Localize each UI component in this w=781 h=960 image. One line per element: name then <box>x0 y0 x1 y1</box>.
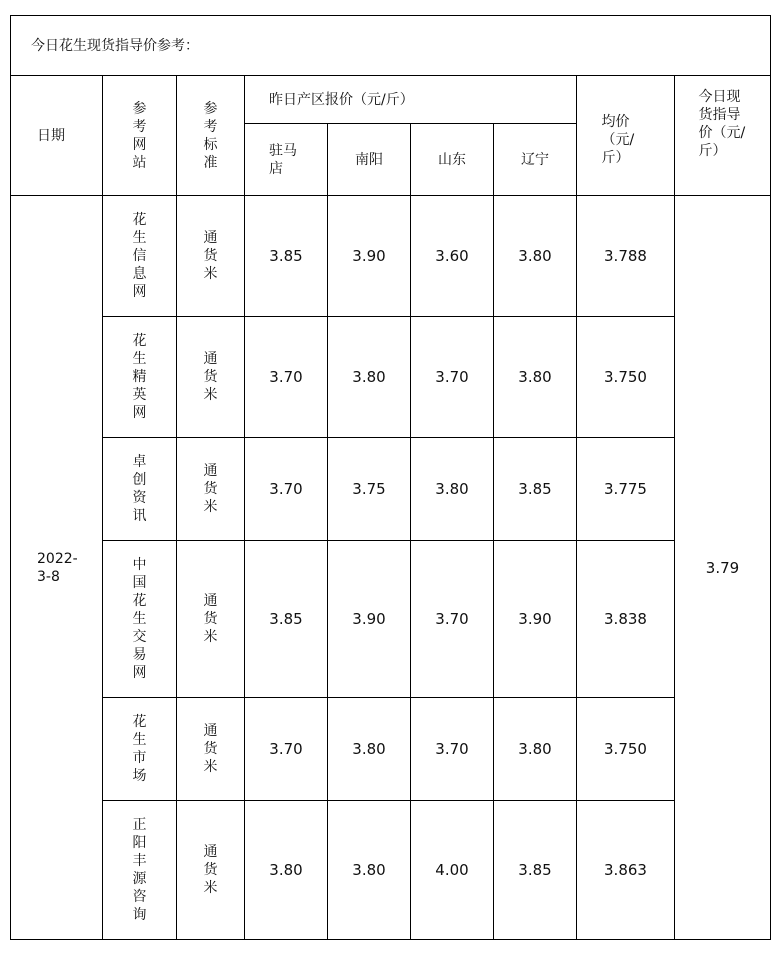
table-row <box>11 698 771 801</box>
table-row <box>11 801 771 940</box>
price-cell: 3.70 <box>245 438 328 541</box>
price-cell: 3.80 <box>245 801 328 940</box>
date-cell: 2022-3-8 <box>11 196 103 940</box>
header-standard: 参考标准 <box>177 76 245 196</box>
average-cell: 3.750 <box>577 698 675 801</box>
price-cell: 3.85 <box>245 196 328 317</box>
standard-cell: 通货米 <box>177 698 245 801</box>
average-cell: 3.750 <box>577 317 675 438</box>
price-cell: 3.70 <box>245 698 328 801</box>
price-cell: 4.00 <box>411 801 494 940</box>
price-cell: 3.75 <box>328 438 411 541</box>
average-cell: 3.838 <box>577 541 675 698</box>
site-cell: 正阳丰源咨询 <box>103 801 177 940</box>
header-site: 参考网站 <box>103 76 177 196</box>
header-region-nanyang: 南阳 <box>328 124 411 196</box>
header-date: 日期 <box>11 76 103 196</box>
header-index: 今日现货指导价（元/斤） <box>675 76 771 196</box>
price-cell: 3.70 <box>411 317 494 438</box>
table-title: 今日花生现货指导价参考： <box>11 16 771 76</box>
site-cell: 花生信息网 <box>103 196 177 317</box>
site-cell: 中国花生交易网 <box>103 541 177 698</box>
price-cell: 3.80 <box>328 698 411 801</box>
header-region-group: 昨日产区报价（元/斤） <box>245 76 577 124</box>
standard-cell: 通货米 <box>177 438 245 541</box>
index-price-cell: 3.79 <box>675 196 771 940</box>
standard-cell: 通货米 <box>177 317 245 438</box>
header-region-zhumadian: 驻马店 <box>245 124 328 196</box>
price-cell: 3.70 <box>245 317 328 438</box>
header-region-liaoning: 辽宁 <box>494 124 577 196</box>
price-cell: 3.70 <box>411 698 494 801</box>
header-average: 均价（元/斤） <box>577 76 675 196</box>
site-cell: 花生市场 <box>103 698 177 801</box>
average-cell: 3.863 <box>577 801 675 940</box>
price-cell: 3.90 <box>328 196 411 317</box>
peanut-price-table <box>10 15 771 940</box>
table-row <box>11 541 771 698</box>
price-cell: 3.85 <box>494 438 577 541</box>
price-cell: 3.60 <box>411 196 494 317</box>
price-cell: 3.70 <box>411 541 494 698</box>
average-cell: 3.788 <box>577 196 675 317</box>
site-cell: 花生精英网 <box>103 317 177 438</box>
price-cell: 3.80 <box>494 196 577 317</box>
price-cell: 3.90 <box>494 541 577 698</box>
price-cell: 3.80 <box>494 317 577 438</box>
standard-cell: 通货米 <box>177 541 245 698</box>
standard-cell: 通货米 <box>177 196 245 317</box>
header-region-shandong: 山东 <box>411 124 494 196</box>
price-cell: 3.80 <box>328 801 411 940</box>
table-row <box>11 438 771 541</box>
site-cell: 卓创资讯 <box>103 438 177 541</box>
price-cell: 3.85 <box>494 801 577 940</box>
table-row <box>11 196 771 317</box>
price-cell: 3.80 <box>328 317 411 438</box>
price-cell: 3.90 <box>328 541 411 698</box>
standard-cell: 通货米 <box>177 801 245 940</box>
table-row <box>11 317 771 438</box>
price-cell: 3.80 <box>411 438 494 541</box>
price-cell: 3.85 <box>245 541 328 698</box>
price-cell: 3.80 <box>494 698 577 801</box>
average-cell: 3.775 <box>577 438 675 541</box>
